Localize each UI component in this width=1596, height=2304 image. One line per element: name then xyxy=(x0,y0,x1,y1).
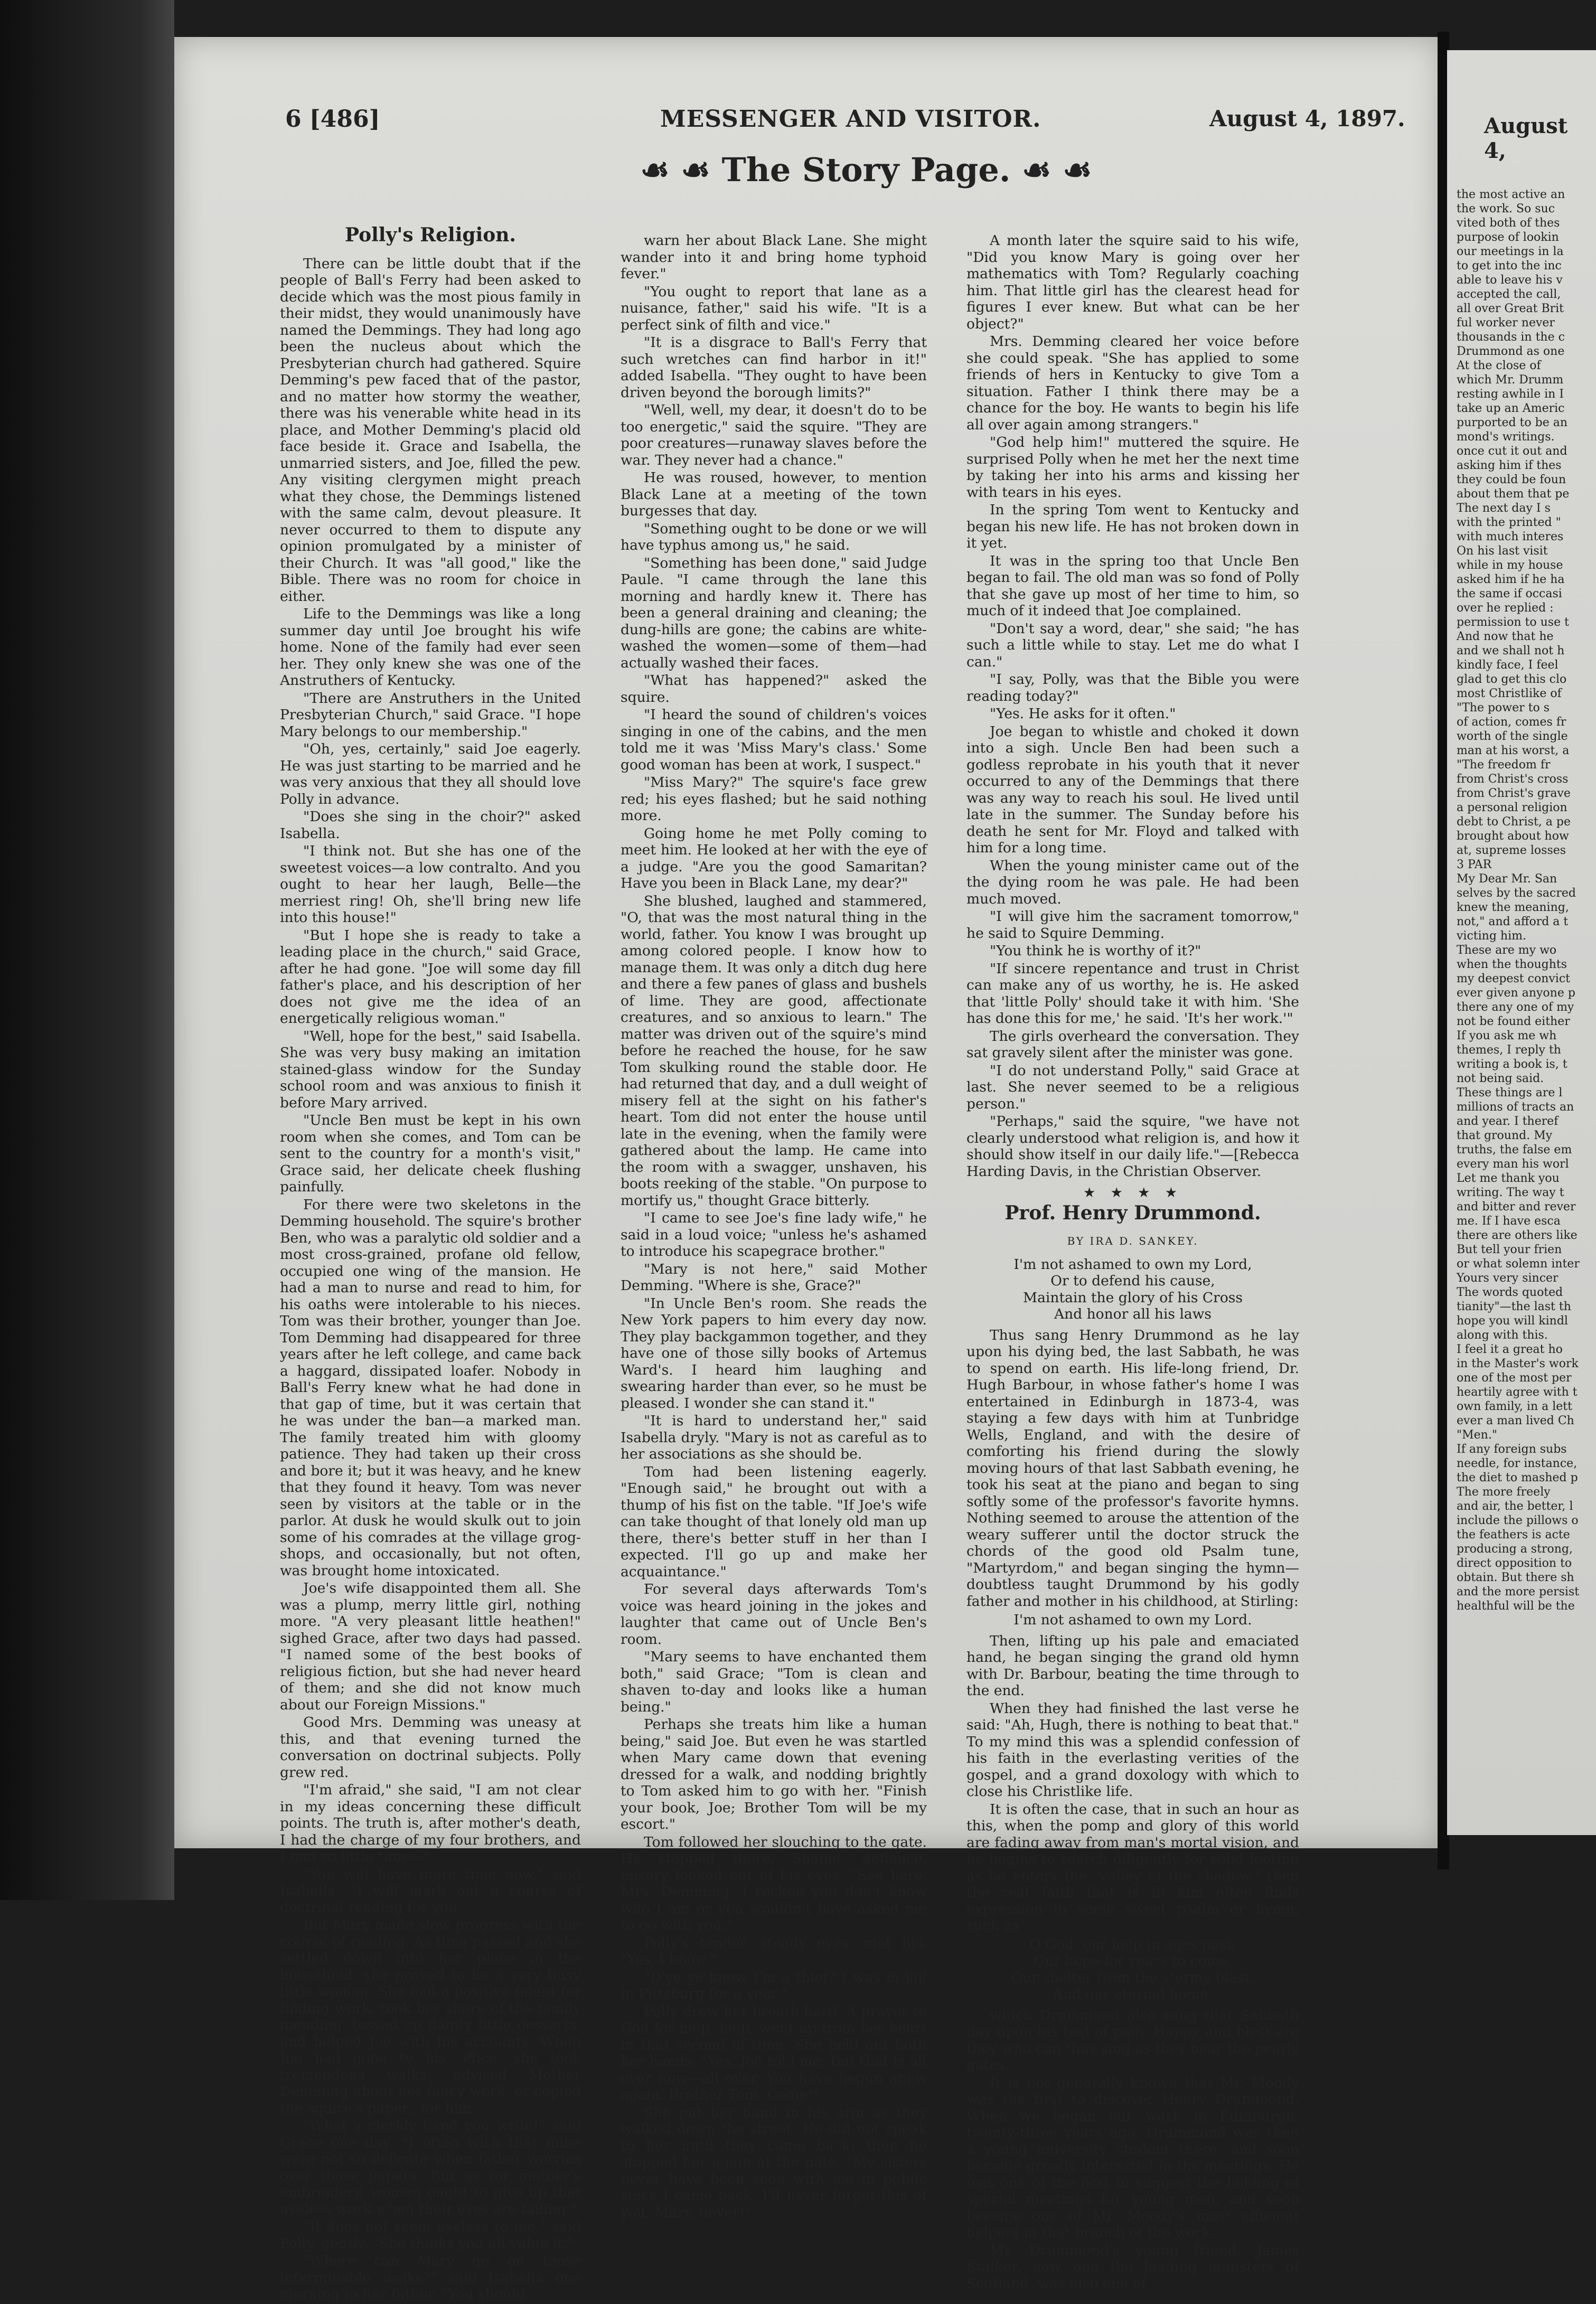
paragraph: warn her about Black Lane. She might wander into it and bring home typhoid fever." xyxy=(621,232,927,282)
newspaper-page xyxy=(174,37,1442,2302)
verse-line: Our shelter from the stormy blast, xyxy=(1011,1969,1255,1986)
adjacent-page-line: when the thoughts xyxy=(1457,958,1567,971)
paragraph: Then, lifting up his pale and emaciated hand, he began singing the grand old hymn with Dr. Barbour, beating the time through to the end. xyxy=(966,1632,1299,1699)
verse-line: And honor all his laws xyxy=(1054,1306,1212,1322)
paragraph: Mrs. Demming cleared her voice before she could speak. "She has applied to some friends of hers in Kentucky to give Tom a situation. Father I think there may be a chance for the boy. He wants to begin his life all over again among strangers." xyxy=(966,333,1299,433)
adjacent-page-line: the diet to mashed p xyxy=(1457,1471,1578,1484)
adjacent-page-line: to get into the inc xyxy=(1457,259,1562,272)
adjacent-page-line: once cut it out and xyxy=(1457,445,1567,458)
adjacent-page-line: and bitter and rever xyxy=(1457,1200,1576,1214)
paragraph: But Mary made slow progress with the course of reading. As time passed and she settled down into her place in the household, she proved to be a very busy little woman. She had a positive talent for finding work, took her share of the family mending, tossed up dainty little desserts, and helped Joe with his accounts. When Joe had gone to his office, she took tremendous walks, advised Mother Demming about her fancy work, or copied the squire's papers for him. xyxy=(280,1917,581,2117)
paragraph: "It does not seem useless to me," said Polly, gently. "She thinks you all value it." xyxy=(280,2218,581,2252)
adjacent-page-line: along with this. xyxy=(1457,1329,1548,1342)
adjacent-page-line: If you ask me wh xyxy=(1457,1029,1557,1042)
paragraph: She blushed, laughed and stammered, "O, that was the most natural thing in the world, father. You know I was brought up among colored people. I know how to manage them. It was only a ditch dug here and there a few panes of glass and bushels of lime. They are good, affectionate creatures, and so anxious to learn." The matter was driven out of the squire's mind before he reached the house, for he saw Tom skulking round the stable door. He had returned that day, and a dull weight of misery fell at the sight on his father's heart. Tom did not enter the house until late in the evening, when the family were gathered about the lamp. He came into the room with a swagger, unshaven, his boots reeking of the stable. "On purpose to mortify us," thought Grace bitterly. xyxy=(621,892,927,1209)
paragraph: For there were two skeletons in the Demming household. The squire's brother Ben, who was a paralytic old soldier and a most cross-grained, profane old fellow, occupied one wing of the mansion. He had a man to nurse and read to him, for his oaths were intolerable to his nieces. Tom was their brother, younger than Joe. Tom Demming had disappeared for three years after he left college, and came back a haggard, dissipated loafer. Nobody in Ball's Ferry knew what he had done in that gap of time, but it was certain that he was under the ban—a marked man. The family treated him with gloomy patience. They had taken up their cross and bore it; but it was heavy, and he knew that they found it heavy. Tom was never seen by visitors at the table or in the parlor. At dusk he would skulk out to join some of his comrades at the village grog-shops, and occasionally, but not often, was brought home intoxicated. xyxy=(280,1196,581,1579)
adjacent-page-line: debt to Christ, a pe xyxy=(1457,815,1571,829)
adjacent-page-line: asking him if thes xyxy=(1457,459,1562,472)
adjacent-page-line: the work. So suc xyxy=(1457,202,1555,215)
adjacent-page-line: and we shall not h xyxy=(1457,644,1565,657)
verse-2 xyxy=(966,1612,1299,1629)
verse-line: Our hope for years to come, xyxy=(1033,1953,1233,1969)
adjacent-page-line: hope you will kindl xyxy=(1457,1314,1568,1328)
paragraph: She put her hand in his arm as they walked down the street. He did not speak to her until they came back; then he stopped her again at the gate. "My sisters never have been seen with me in public since I came back. I'll never forget this of you, Mary, never!" xyxy=(621,2104,927,2221)
adjacent-page-line: These things are l xyxy=(1457,1086,1563,1099)
adjacent-page-line: man at his worst, a xyxy=(1457,744,1570,757)
adjacent-page-line: every man his worl xyxy=(1457,1158,1569,1171)
adjacent-page-line: If any foreign subs xyxy=(1457,1443,1567,1456)
paragraph: Polly drew her breath hard. A prayer to God for help, help, went up from her heart in that second of time. She held out both her hands. "Yes, Joe told me. But that is all over now—all over. You have begun anew again, Brother Tom, Come!" xyxy=(621,2003,927,2103)
paragraph: "Uncle Ben must be kept in his own room when she comes, and Tom can be sent to the country for a month's visit," Grace said, her delicate cheek flushing painfully. xyxy=(280,1112,581,1195)
adjacent-page-line: tianity"—the last th xyxy=(1457,1300,1571,1313)
adjacent-page-line: "The freedom fr xyxy=(1457,758,1551,772)
verse-line: Or to defend his cause, xyxy=(1050,1273,1215,1289)
adjacent-page-line: or what solemn inter xyxy=(1457,1257,1580,1271)
paragraph: "You think he is worthy of it?" xyxy=(990,943,1201,959)
adjacent-page-line: kindly face, I feel xyxy=(1457,659,1559,672)
paragraph: There can be little doubt that if the people of Ball's Ferry had been asked to decide which was the most pious family in their midst, they would unanimously have named the Demmings. They had long ago been the nucleus about which the Presbyterian church had gathered. Squire Demming's pew faced that of the pastor, and no matter how stormy the weather, there was his venerable white head in its place, and Mother Demming's placid old face beside it. Grace and Isabella, the unmarried sisters, and Joe, filled the pew. Any visiting clergymen might preach what they chose, the Demmings listened with the same calm, devout pleasure. It never occurred to them to dispute any opinion promulgated by a minister of their Church. It was "all good," like the Bible. There was no room for choice in either. xyxy=(280,255,581,605)
adjacent-page-line: Let me thank you xyxy=(1457,1172,1560,1185)
adjacent-page-line: mond's writings. xyxy=(1457,430,1555,444)
adjacent-page-line: needle, for instance, xyxy=(1457,1457,1578,1470)
verse-line: O God, our help in ages past, xyxy=(1029,1936,1236,1953)
verse-line: I'm not ashamed to own my Lord. xyxy=(1013,1612,1252,1628)
article-byline: BY IRA D. SANKEY. xyxy=(1067,1235,1199,1247)
scan-border-left xyxy=(0,0,174,1900)
adjacent-page-line: thousands in the c xyxy=(1457,331,1565,344)
paragraph: "Miss Mary?" The squire's face grew red; his eyes flashed; but he said nothing more. xyxy=(621,774,927,824)
column-3 xyxy=(966,232,1299,2293)
adjacent-page-line: healthful will be the xyxy=(1457,1600,1575,1613)
adjacent-page-line: purpose of lookin xyxy=(1457,231,1559,244)
adjacent-page-line: ever a man lived Ch xyxy=(1457,1414,1574,1427)
paragraph: In the spring Tom went to Kentucky and began his new life. He has not broken down in it yet. xyxy=(966,502,1299,551)
verse-line: I'm not ashamed to own my Lord, xyxy=(1013,1256,1252,1273)
paragraph: "Does she sing in the choir?" asked Isabella. xyxy=(280,808,581,842)
adjacent-page-line: My Dear Mr. San xyxy=(1457,872,1557,886)
paragraph: "Something has been done," said Judge Paule. "I came through the lane this morning and hardly knew it. There has been a general draining and cleaning; the dung-hills are gone; the cabins are white-washed the women—some of them—had actually washed their faces. xyxy=(621,554,927,671)
paragraph: Tom had been listening eagerly. "Enough said," he brought out with a thump of his fist on the table. "If Joe's wife can take thought of that lonely old man up there, there's better stuff in her than I expected. I'll go up and make her acquaintance." xyxy=(621,1463,927,1580)
adjacent-page-line: ever given anyone p xyxy=(1457,986,1575,1000)
masthead xyxy=(174,106,1442,148)
adjacent-page-line: permission to use t xyxy=(1457,616,1569,629)
adjacent-page-line: And now that he xyxy=(1457,630,1554,643)
paragraph: Thus sang Henry Drummond as he lay upon his dying bed, the last Sabbath, he was to spend on earth. His life-long friend, Dr. Hugh Barbour, in whose father's home I was entertained in Edinburgh in 1873-4, was staying a few days with him at Tunbridge Wells, England, and with the desire of comforting his friend during the slowly moving hours of that last Sabbath evening, he took his seat at the piano and began to sing softly some of the professor's favorite hymns. Nothing seemed to arouse the attention of the weary sufferer until the doctor struck the chords of the good old Psalm tune, "Martyrdom," and began singing the hymn—doubtless taught Drummond by his godly father and mother in his childhood, at Stirling: xyxy=(966,1327,1299,1610)
adjacent-page-line: in the Master's work xyxy=(1457,1357,1579,1370)
adjacent-page-line: the most active an xyxy=(1457,188,1565,201)
column-3-body-b xyxy=(966,1327,1299,1610)
paragraph: It was in the spring too that Uncle Ben began to fail. The old man was so fond of Polly that she gave up most of her time to him, so much of it indeed that Joe complained. xyxy=(966,552,1299,619)
paragraph: For several days afterwards Tom's voice was heard joining in the jokes and laughter that came out of Uncle Ben's room. xyxy=(621,1581,927,1648)
adjacent-page-line: that ground. My xyxy=(1457,1129,1553,1142)
adjacent-page-line: able to leave his v xyxy=(1457,274,1563,287)
adjacent-page-line: selves by the sacred xyxy=(1457,887,1576,900)
adjacent-page-line: Yours very sincer xyxy=(1457,1272,1559,1285)
paragraph: "Oh, yes, certainly," said Joe eagerly. He was just starting to be married and he was very anxious that they all should love Polly in advance. xyxy=(280,741,581,807)
adjacent-page-line: themes, I reply th xyxy=(1457,1043,1561,1057)
verse-line: Maintain the glory of his Cross xyxy=(1022,1289,1243,1306)
adjacent-page-line: On his last visit xyxy=(1457,544,1548,558)
paragraph: "I heard the sound of children's voices singing in one of the cabins, and the men told me it was 'Miss Mary's class.' Some good woman has been at work, I suspect." xyxy=(621,707,927,773)
paragraph: "I say, Polly, was that the Bible you were reading today?" xyxy=(966,671,1299,704)
verse-1 xyxy=(966,1256,1299,1323)
adjacent-page-line: and the more persist xyxy=(1457,1585,1580,1598)
adjacent-page-line: ful worker never xyxy=(1457,316,1555,330)
column-1-body xyxy=(280,256,581,2303)
adjacent-page-line: millions of tracts an xyxy=(1457,1101,1574,1114)
adjacent-page-line: direct opposition to xyxy=(1457,1557,1572,1570)
adjacent-page-line: asked him if he ha xyxy=(1457,573,1565,586)
paragraph: "There are Anstruthers in the United Presbyterian Church," said Grace. "I hope Mary belongs to our membership." xyxy=(280,690,581,740)
adjacent-page-line: my deepest convict xyxy=(1457,972,1570,985)
paragraph: Life to the Demmings was like a long summer day until Joe brought his wife home. None of the family had ever seen her. They only knew she was one of the Anstruthers of Kentucky. xyxy=(280,606,581,689)
paragraph: It is not generally known that Mr. Moody was the first to discover Henry Drummond. When we began our work in Edinburgh, twenty-three years ago, Drummond was then a young university student there, and soon became greatly interested in the meetings. He was one of the first to suggest the holding of special meetings for young men, and soon became one of Mr. Moody's most efficient helpers in that branch of the work. xyxy=(966,2074,1299,2241)
paragraph: "God help him!" muttered the squire. He surprised Polly when he met her the next time by taking her into his arms and kissing her with tears in his eyes. xyxy=(966,434,1299,501)
paragraph: "It is a disgrace to Ball's Ferry that such wretches can find harbor in it!" added Isabella. "They ought to have been driven beyond the borough limits?" xyxy=(621,334,927,401)
adjacent-page-line: I feel it a great ho xyxy=(1457,1343,1563,1356)
adjacent-page-line: the same if occasi xyxy=(1457,587,1562,600)
paragraph: The girls overheard the conversation. They sat gravely silent after the minister was gone. xyxy=(966,1028,1299,1061)
paragraph: Mr. Drummond's young friend, James Stalker, now one the leading ministers of Scotland, was also one of xyxy=(966,2242,1299,2292)
adjacent-page-line: one of the most per xyxy=(1457,1371,1572,1385)
adjacent-page-line: producing a strong, xyxy=(1457,1543,1573,1556)
paragraph: It is often the case, that in such an hour as this, when the pomp and glory of this world are fading away from man's mortal vision, and he begins to search diligently for solid footing as he enters the "valley of the shadow," then the real faith that is in him often finds expression in some sweet psalm or hymn, such as xyxy=(966,1801,1299,1934)
paragraph: Joe began to whistle and choked it down into a sigh. Uncle Ben had been such a godless reprobate in his youth that it never occurred to any of the Demmings that there was any way to reach his soul. He lived until late in the summer. The Sunday before his death he sent for Mr. Floyd and talked with him for a long time. xyxy=(966,723,1299,856)
adjacent-page-line: they could be foun xyxy=(1457,473,1566,486)
adjacent-page-line: glad to get this clo xyxy=(1457,673,1567,686)
adjacent-page-line: of action, comes fr xyxy=(1457,716,1566,729)
paragraph: When the young minister came out of the the dying room he was pale. He had been much moved. xyxy=(966,857,1299,907)
adjacent-page-line: about them that pe xyxy=(1457,487,1570,501)
adjacent-page-line: obtain. But there sh xyxy=(1457,1571,1574,1584)
paper-title: MESSENGER AND VISITOR. xyxy=(660,106,1041,133)
adjacent-page-text xyxy=(1457,187,1596,1613)
adjacent-page-line: brought about how xyxy=(1457,830,1569,843)
paragraph: "You ought to report that lane as a nuisance, father," said his wife. "It is a perfect sink of filth and vice." xyxy=(621,283,927,333)
paragraph: "You will have more time now," said Isabella. "I will mark out a course of doctrinal reading for you." xyxy=(280,1866,581,1916)
adjacent-page-line: at, supreme losses xyxy=(1457,844,1566,857)
adjacent-page-line: not be found either xyxy=(1457,1015,1570,1028)
paragraph: "Mary is not here," said Mother Demming. "Where is she, Grace?" xyxy=(621,1261,927,1294)
adjacent-page-line: and air, the better, l xyxy=(1457,1500,1573,1513)
paragraph: "Yes. He asks for it often." xyxy=(990,706,1176,722)
column-2-body xyxy=(621,232,927,2221)
paragraph: "I do not understand Polly," said Grace at last. She never seemed to be a religious person." xyxy=(966,1062,1299,1112)
adjacent-page-line: purported to be an xyxy=(1457,416,1568,429)
paragraph: "Well, hope for the best," said Isabella. She was very busy making an imitation stained-glass window for the Sunday school room and was anxious to finish it before Mary arrived. xyxy=(280,1028,581,1111)
section-divider-stars: ★ ★ ★ ★ xyxy=(1083,1185,1183,1201)
column-3-body-a xyxy=(966,232,1299,1180)
adjacent-page-line: there are others like xyxy=(1457,1229,1578,1242)
adjacent-page-line: which Mr. Drumm xyxy=(1457,373,1564,387)
adjacent-page-line: "The power to s xyxy=(1457,701,1550,714)
paragraph: "Don't say a word, dear," she said; "he has such a little while to stay. Let me do what I can." xyxy=(966,620,1299,670)
paragraph: "In Uncle Ben's room. She reads the New York papers to him every day now. They play backgammon together, and they have one of those silly books of Artemus Ward's. I heard him laughing and swearing harder than ever, so he must be pleased. I wonder she can stand it." xyxy=(621,1295,927,1412)
adjacent-page-line: while in my house xyxy=(1457,559,1563,572)
paragraph: "Mary seems to have enchanted them both," said Grace; "Tom is clean and shaven to-day and looks like a human being." xyxy=(621,1649,927,1715)
paragraph: "What a clerkly hand you write!" said Grace one day. "I often wish that mine were not so delicate when father worries over those papers. But as for mother's embroidery, women ought to give up that useless work when their eyes are failing." xyxy=(280,2118,581,2217)
paragraph: Tom followed her slouching to the gate. He stopped there. Shame, defiance, misery looked out of his eyes. "See here, Mrs. Demming, I reckon you don't know who I am or you wouldn't have asked me to go with you." xyxy=(621,1833,927,1933)
paragraph: "If sincere repentance and trust in Christ can make any of us worthy, he is. He asked that 'little Polly' should take it with him. 'She has done this for me,' he said. 'It's her work.'" xyxy=(966,960,1299,1027)
adjacent-page-line: heartily agree with t xyxy=(1457,1386,1578,1399)
article-title-drummond: Prof. Henry Drummond. xyxy=(1004,1201,1261,1224)
adjacent-page-line: not being said. xyxy=(1457,1072,1544,1085)
column-1 xyxy=(280,195,581,2304)
paragraph: Perhaps she treats him like a human being," said Joe. But even he was startled when Mary came down that evening dressed for a walk, and nodding brightly to Tom asked him to go with her. "Finish your book, Joe; Brother Tom will be my escort." xyxy=(621,1716,927,1832)
paragraph: "I came to see Joe's fine lady wife," he said in a loud voice; "unless he's ashamed to introduce his scapegrace brother." xyxy=(621,1210,927,1259)
adjacent-page-line: resting awhile in I xyxy=(1457,388,1564,401)
adjacent-page-line: But tell your frien xyxy=(1457,1243,1562,1256)
paragraph: Polly's tender, steady eyes, met his. "Yes, I know." xyxy=(621,1934,927,1968)
adjacent-page-line: own family, in a lett xyxy=(1457,1400,1572,1413)
adjacent-page-line: a personal religion xyxy=(1457,801,1567,814)
adjacent-page-line: include the pillows o xyxy=(1457,1514,1579,1527)
paragraph: "I think not. But she has one of the sweetest voices—a low contralto. And you ought to hear her laugh, Belle—the merriest ring! Oh, she'll bring new life into this house!" xyxy=(280,843,581,926)
paragraph: which Drummond also sang that Sabbath day upon his bed of pain. Happy and blest are they who can thus sing as they near the pearly gates. xyxy=(966,2007,1299,2073)
adjacent-page-line: The next day I s xyxy=(1457,502,1551,515)
paragraph: Joe's wife disappointed them all. She was a plump, merry little girl, nothing more. "A very pleasant little heathen!" sighed Grace, after two days had passed. "I named some of the best books of religious fiction, but she had never heard of them; and she did not know much about our Foreign Missions." xyxy=(280,1580,581,1713)
adjacent-page-line: accepted the call, xyxy=(1457,288,1561,301)
paragraph: Good Mrs. Demming was uneasy at this, and that evening turned the conversation on doctrinal subjects. Polly grew red. xyxy=(280,1714,581,1781)
adjacent-page-line: These are my wo xyxy=(1457,944,1557,957)
article-title-pollys-religion: Polly's Religion. xyxy=(345,224,516,246)
adjacent-page-header: August 4, xyxy=(1484,114,1568,163)
paragraph: "It is hard to understand her," said Isabella dryly. "Mary is not as careful as to her associations as she should be. xyxy=(621,1413,927,1462)
paragraph: "Where can Mary go on those interminable walks?" said Isabella one morning to her father. "You should xyxy=(280,2253,581,2302)
adjacent-page-line: knew the meaning, xyxy=(1457,901,1569,914)
paragraph: "I will give him the sacrament tomorrow," he said to Squire Demming. xyxy=(966,908,1299,942)
adjacent-page-line: "Men." xyxy=(1457,1428,1497,1442)
verse-3 xyxy=(966,1936,1299,2003)
adjacent-page-line: take up an Americ xyxy=(1457,402,1565,415)
paragraph: "Well, well, my dear, it doesn't do to be too energetic," said the squire. "They are poor creatures—runaway slaves before the war. They never had a chance." xyxy=(621,402,927,468)
adjacent-page-line: all over Great Brit xyxy=(1457,302,1564,315)
adjacent-page-line: 3 PAR xyxy=(1457,858,1492,871)
paragraph: Going home he met Polly coming to meet him. He looked at her with the eye of a judge. "Are you the good Samaritan? Have you been in Black Lane, my dear?" xyxy=(621,825,927,891)
column-3-body-c xyxy=(966,1633,1299,1934)
adjacent-page-line: me. If I have esca xyxy=(1457,1215,1561,1228)
adjacent-page-line: worth of the single xyxy=(1457,730,1568,743)
paragraph: He was roused, however, to mention Black Lane at a meeting of the town burgesses that day. xyxy=(621,469,927,519)
adjacent-page-line: from Christ's grave xyxy=(1457,787,1571,800)
paragraph: "Perhaps," said the squire, "we have not clearly understood what religion is, and how it should show itself in our daily life."—[Rebecca Harding Davis, in the Christian Observer. xyxy=(966,1113,1299,1180)
adjacent-page-line: The words quoted xyxy=(1457,1286,1563,1299)
paragraph: "D'ye ye know I'm a thief? I was in jail in Pittsburg for a year." xyxy=(621,1969,927,2002)
adjacent-page-line: over he replied : xyxy=(1457,601,1554,615)
adjacent-page-line: with the printed " xyxy=(1457,516,1561,529)
adjacent-page-line: writing. The way t xyxy=(1457,1186,1564,1199)
column-2 xyxy=(621,232,927,2222)
column-3-body-d xyxy=(966,2007,1299,2292)
paragraph: A month later the squire said to his wife, "Did you know Mary is going over her mathematics with Tom? Regularly coaching him. That little girl has the clearest head for figures I ever knew. But what can be her object?" xyxy=(966,232,1299,332)
paragraph: "I'm afraid," she said, "I am not clear in my ideas concerning these difficult points. The truth is, after mother's death, I had the charge of my four brothers, and I had so little time—" xyxy=(280,1782,581,1865)
adjacent-page xyxy=(1447,50,1596,1835)
paragraph: When they had finished the last verse he said: "Ah, Hugh, there is nothing to beat that." To my mind this was a splendid confession of his faith in the everlasting verities of the gospel, and a grand doxology with which to close his Christlike life. xyxy=(966,1700,1299,1800)
adjacent-page-line: not," and afford a t xyxy=(1457,915,1569,928)
adjacent-page-line: victing him. xyxy=(1457,929,1526,943)
issue-date: August 4, 1897. xyxy=(1209,106,1405,131)
adjacent-page-line: there any one of my xyxy=(1457,1001,1574,1014)
adjacent-page-line: vited both of thes xyxy=(1457,217,1560,230)
adjacent-page-line: with much interes xyxy=(1457,530,1564,543)
section-title: ☙ ☙ The Story Page. ☙ ☙ xyxy=(640,151,1092,189)
adjacent-page-line: writing a book is, t xyxy=(1457,1058,1567,1071)
adjacent-page-line: At the close of xyxy=(1457,359,1541,372)
adjacent-page-line: from Christ's cross xyxy=(1457,773,1569,786)
adjacent-page-line: the feathers is acte xyxy=(1457,1528,1570,1541)
paragraph: "What has happened?" asked the squire. xyxy=(621,672,927,706)
adjacent-page-line: The more freely xyxy=(1457,1485,1551,1499)
verse-line: And our eternal home, xyxy=(1053,1986,1213,2002)
adjacent-page-line: truths, the false em xyxy=(1457,1143,1572,1156)
adjacent-page-line: Drummond as one xyxy=(1457,345,1565,358)
paragraph: "Something ought to be done or we will have typhus among us," he said. xyxy=(621,520,927,553)
adjacent-page-line: and year. I theref xyxy=(1457,1115,1559,1128)
adjacent-page-line: our meetings in la xyxy=(1457,245,1564,258)
page-number: 6 [486] xyxy=(285,106,380,133)
adjacent-page-line: most Christlike of xyxy=(1457,687,1562,700)
paragraph: "But I hope she is ready to take a leading place in the church," said Grace, after he had gone. "Joe will some day fill father's place, and his description of her does not give me the idea of an energetically religious woman." xyxy=(280,927,581,1027)
